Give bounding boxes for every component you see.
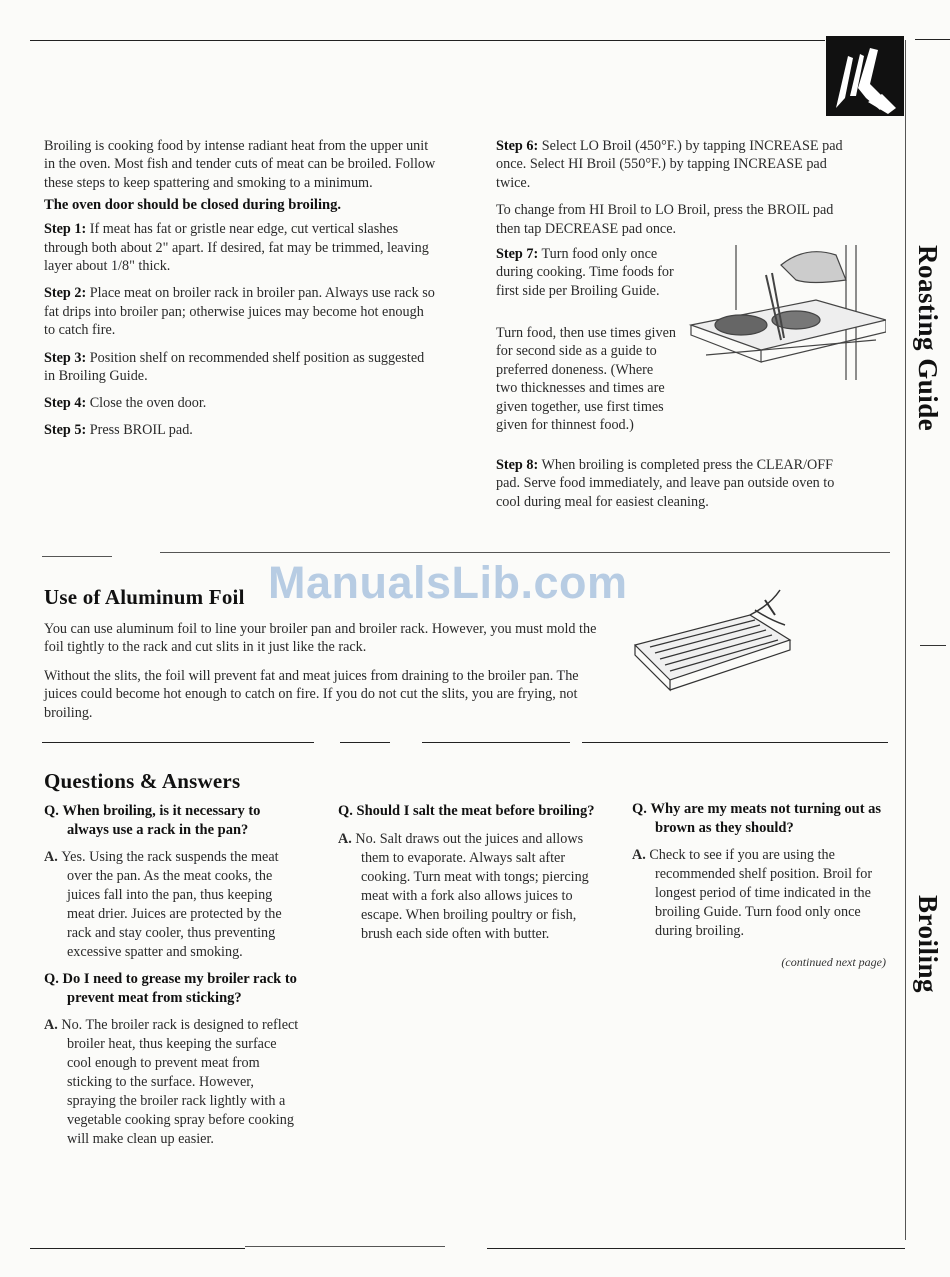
step-text: Close the oven door.	[89, 395, 207, 412]
side-tick	[920, 645, 946, 646]
answer	[44, 848, 302, 962]
broiler-turning-illustration	[686, 240, 886, 390]
question	[44, 802, 302, 839]
qa-separator	[422, 742, 570, 743]
right-margin-line	[905, 40, 906, 1240]
a-label: A.	[632, 847, 646, 863]
answer	[632, 846, 890, 941]
qa-column-3	[632, 800, 890, 970]
foil-title: Use of Aluminum Foil	[44, 585, 245, 609]
qa-separator	[340, 742, 390, 743]
step-label: Step 5:	[44, 421, 87, 438]
step-5	[44, 421, 436, 439]
qa-column-1	[44, 802, 302, 1149]
qa-separator	[582, 742, 888, 743]
question-text: Why are my meats not turning out as brown as they should?	[650, 801, 882, 836]
side-tab-roasting-guide[interactable]: Roasting Guide	[913, 245, 943, 432]
question-text: When broiling, is it necessary to always use a rack in the pan?	[62, 803, 261, 838]
answer-text: Check to see if you are using the recommended shelf position. Broil for longest period of time indicated in the broiling Guide. Turn food only once during broiling.	[649, 847, 873, 939]
separator-rule	[160, 552, 890, 553]
answer	[44, 1016, 302, 1149]
door-note: The oven door should be closed during broiling.	[44, 197, 342, 214]
intro-block	[44, 137, 436, 439]
answer	[338, 830, 596, 944]
question	[44, 970, 302, 1007]
top-rule	[30, 40, 825, 41]
foil-paragraph-1: You can use aluminum foil to line your broiler pan and broiler rack. However, you must mold the foil tightly to the rack and cut slits in it just like the rack.	[44, 621, 597, 656]
step-7-block	[496, 245, 681, 300]
continued-note: (continued next page)	[781, 955, 886, 969]
step-text: If meat has fat or gristle near edge, cut vertical slashes through both about 2" apart. If desired, fat may be trimmed, leaving layer about 1/8" thick.	[44, 221, 429, 275]
step-text: Press BROIL pad.	[89, 421, 193, 438]
answer-text: No. Salt draws out the juices and allows them to evaporate. Always salt after cooking. Turn meat with tongs; piercing meat with a fork also allows juices to escape. When broiling poultry or fish, brush each side often with butter.	[355, 830, 589, 942]
question-text: Do I need to grease my broiler rack to prevent meat from sticking?	[62, 971, 297, 1006]
side-tab-broiling[interactable]: Broiling	[913, 895, 943, 994]
foil-rack-illustration	[630, 585, 800, 695]
separator-rule	[42, 556, 112, 557]
step-4	[44, 394, 436, 412]
step-7-note: Turn food, then use times given for second side as a guide to preferred doneness. (Where two thicknesses and times are given together, use first times given for thinnest food.)	[496, 325, 676, 434]
top-rule-right	[915, 39, 950, 40]
step-text: Place meat on broiler rack in broiler pan. Always use rack so fat drips into broiler pan; otherwise juices may become hot enough to catch fire.	[44, 285, 435, 339]
step-7	[496, 245, 681, 300]
step-label: Step 6:	[496, 138, 539, 154]
bottom-rule	[487, 1248, 905, 1249]
question-text: Should I salt the meat before broiling?	[356, 803, 595, 819]
question	[338, 802, 596, 821]
qa-separator	[42, 742, 314, 743]
step-text: Position shelf on recommended shelf position as suggested in Broiling Guide.	[44, 349, 425, 385]
step-label: Step 8:	[496, 457, 539, 473]
hand-pointer-icon	[826, 36, 904, 116]
answer-text: No. The broiler rack is designed to reflect broiler heat, thus keeping the surface cool enough to prevent meat from sticking to the surface. However, spraying the broiler rack lightly with a vegetable cooking spray before cooking will make clean up easier.	[61, 1017, 299, 1147]
step-2	[44, 284, 436, 339]
qa-title: Questions & Answers	[44, 769, 241, 793]
question	[632, 800, 890, 837]
step-label: Step 1:	[44, 221, 87, 238]
q-label: Q.	[44, 803, 59, 819]
bottom-rule	[245, 1246, 445, 1247]
step-label: Step 4:	[44, 395, 87, 412]
intro-text: Broiling is cooking food by intense radiant heat from the upper unit in the oven. Most fish and tender cuts of meat can be broiled. Follow these steps to keep spattering and smoking to a minimum.	[44, 138, 436, 191]
step-6	[496, 137, 846, 192]
right-steps-block	[496, 137, 846, 238]
bottom-rule	[30, 1248, 245, 1249]
q-label: Q.	[44, 971, 59, 987]
step-label: Step 3:	[44, 349, 87, 366]
watermark: ManualsLib.com	[268, 557, 628, 608]
step-3	[44, 349, 436, 386]
step-text: When broiling is completed press the CLEAR/OFF pad. Serve food immediately, and leave pan outside oven to cool during meal for easiest cleaning.	[496, 457, 835, 510]
step-text: Select LO Broil (450°F.) by tapping INCREASE pad once. Select HI Broil (550°F.) by tapping INCREASE pad twice.	[496, 138, 843, 191]
step-label: Step 2:	[44, 285, 87, 302]
a-label: A.	[338, 830, 352, 847]
q-label: Q.	[632, 801, 647, 817]
step-6-note: To change from HI Broil to LO Broil, press the BROIL pad then tap DECREASE pad once.	[496, 202, 834, 237]
step-1	[44, 220, 436, 275]
step-label: Step 7:	[496, 246, 539, 262]
foil-paragraph-2: Without the slits, the foil will prevent fat and meat juices from draining to the broiler pan. The juices could become hot enough to catch on fire. If you do not cut the slits, you are frying, not broiling.	[44, 667, 579, 721]
qa-column-2	[338, 802, 596, 944]
q-label: Q.	[338, 803, 353, 819]
a-label: A.	[44, 849, 58, 865]
step-8	[496, 456, 846, 511]
a-label: A.	[44, 1017, 58, 1033]
foil-section	[44, 585, 614, 722]
step-8-block	[496, 456, 846, 511]
step-text: Turn food only once during cooking. Time foods for first side per Broiling Guide.	[496, 246, 674, 299]
answer-text: Yes. Using the rack suspends the meat over the pan. As the meat cooks, the juices fall into the pan, thus keeping meat drier. Juices are protected by the rack and stay cooler, thus preventing excessive spatter and smoking.	[61, 849, 282, 960]
